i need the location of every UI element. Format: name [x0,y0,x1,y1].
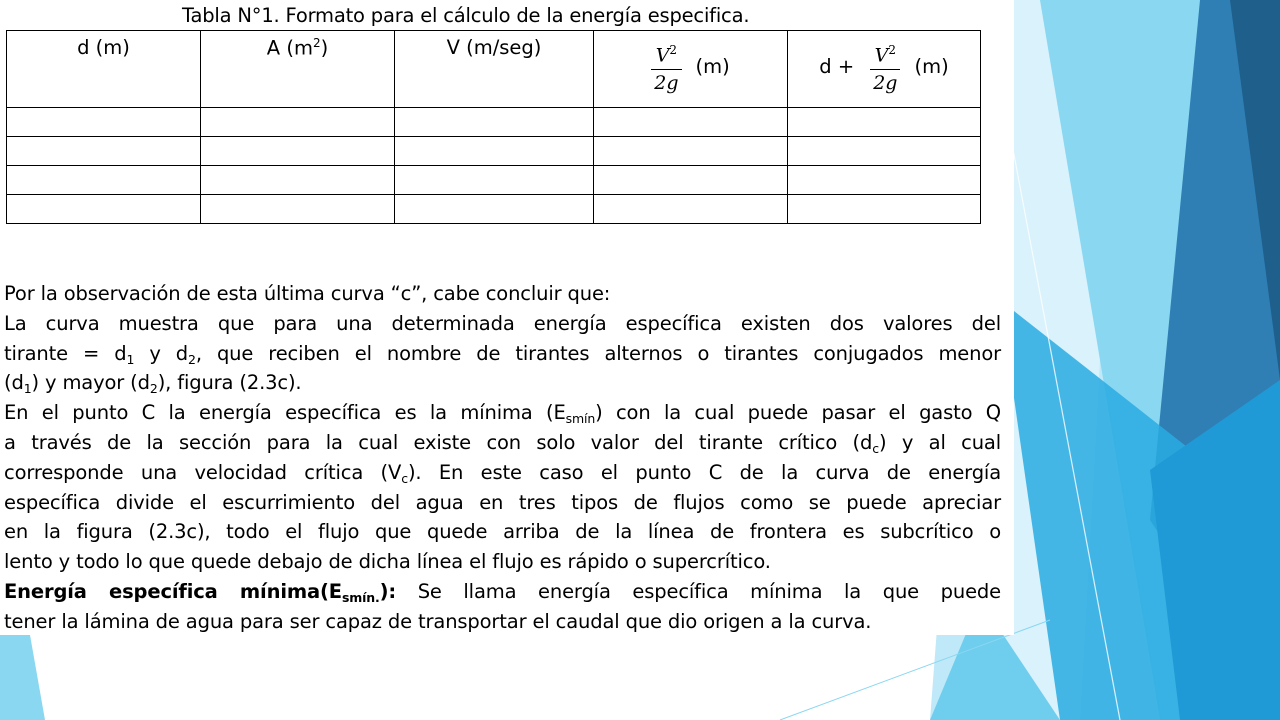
table-cell [788,166,981,195]
header-velocity: V (m/seg) [395,31,594,108]
table-row [7,137,981,166]
paragraph-1-line-2: tirante = $d_1$ y $d_2$, que reciben el nombre de tirantes alternos o tirantes conjugados menor [4,341,1001,367]
table-cell [201,108,395,137]
paragraph-3-line-1: Energía específica $mínima(E_{smín.})$: Se llama energía específica mínima la que puede [4,579,1001,605]
table-cell [594,166,788,195]
paragraph-2-line-5: en la figura (2.3c), todo el flujo que quede arriba de la línea de frontera es subcrítico o [4,520,1001,544]
table-cell [594,108,788,137]
table-header-row [7,31,981,108]
table-row [7,166,981,195]
paragraph-2-line-2: a través de la sección para la cual existe con solo valor del tirante crítico $(d_c)$ y al cual [4,430,1001,456]
fraction-v2-2g: $\frac{V^2}{2g}$ [651,37,681,96]
table-cell [201,166,395,195]
table-cell [201,195,395,224]
table-cell [594,195,788,224]
table-cell [7,137,201,166]
table-cell [788,195,981,224]
paragraph-2-line-3: corresponde una velocidad crítica $(V_c)$. En este caso el punto C de la curva de energía [4,460,1001,486]
header-depth: d (m) [7,31,201,108]
intro-line: Por la observación de esta última curva “c”, cabe concluir que: [4,282,611,305]
table-caption: Tabla N°1. Formato para el cálculo de la energía especifica. [182,4,750,27]
header-area: A $(m^2)$ [201,31,395,108]
paragraph-2-line-1: En el punto C la energía específica es la mínima $(E_{smín})$ con la cual puede pasar el gasto Q [4,401,1001,427]
table-row [7,108,981,137]
energy-calculation-table [6,30,981,224]
fraction-v2-2g: $\frac{V^2}{2g}$ [870,37,900,96]
header-velocity-head: $\frac{V^2}{2g}$ (m) [594,31,788,108]
definition-term: Energía específica $mínima(E_{smín.})$: [4,579,397,605]
paragraph-2-line-6: lento y todo lo que quede debajo de dicha línea el flujo es rápido o supercrítico. [4,550,771,574]
header-specific-energy: d + $\frac{V^2}{2g}$ (m) [788,31,981,108]
table-cell [395,166,594,195]
table-cell [395,137,594,166]
table-cell [594,137,788,166]
paragraph-1-line-1: La curva muestra que para una determinada energía específica existen dos valores del [4,311,1001,335]
paragraph-3-line-2: tener la lámina de agua para ser capaz de transportar el caudal que dio origen a la curva. [4,609,872,633]
table-cell [7,166,201,195]
table-cell [395,195,594,224]
table-cell [788,108,981,137]
table-cell [395,108,594,137]
table-row [7,195,981,224]
table-cell [201,137,395,166]
body-text [4,279,1001,637]
table-cell [788,137,981,166]
table-cell [7,195,201,224]
table-cell [7,108,201,137]
paragraph-1-line-3: $(d_1)$ y mayor $(d_2)$, figura (2.3c). [4,371,302,397]
paragraph-2-line-4: específica divide el escurrimiento del agua en tres tipos de flujos como se puede apreciar [4,490,1001,514]
